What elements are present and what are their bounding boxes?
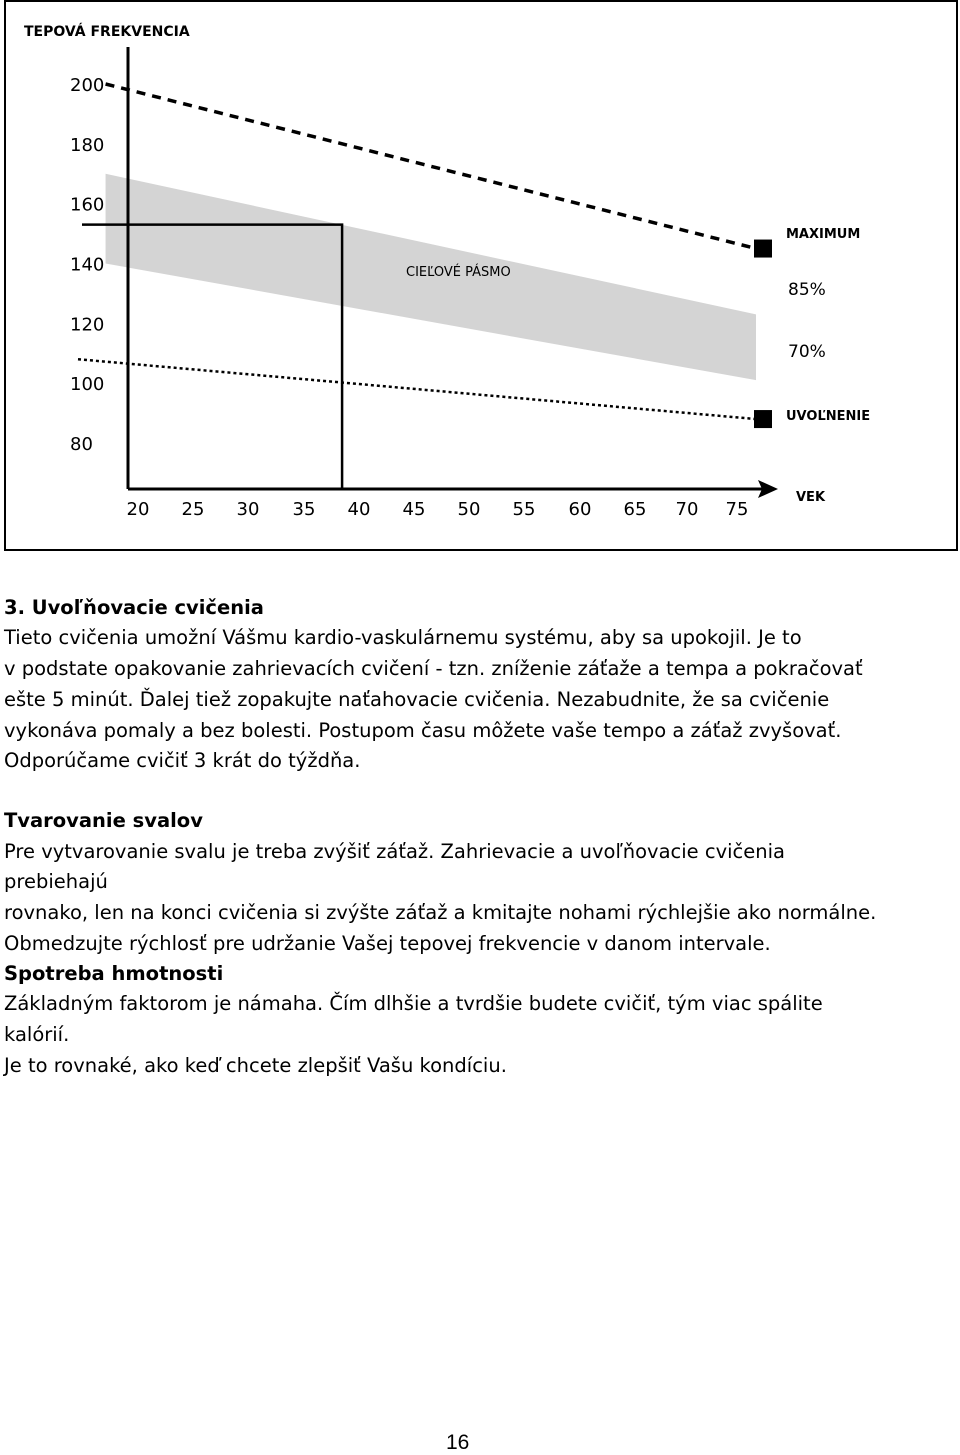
paragraph-line: Tieto cvičenia umožní Vášmu kardio-vaskulárnemu systému, aby sa upokojil. Je to — [4, 626, 802, 649]
y-tick-label: 80 — [70, 434, 93, 455]
x-tick-label: 35 — [292, 499, 316, 520]
paragraph-line: Odporúčame cvičiť 3 krát do týždňa. — [4, 749, 361, 772]
chart-title: TEPOVÁ FREKVENCIA — [24, 24, 190, 40]
paragraph-line: Je to rovnaké, ako keď chcete zlepšiť Vašu kondíciu. — [4, 1054, 507, 1077]
y-tick-label: 160 — [70, 194, 105, 216]
paragraph-line: Obmedzujte rýchlosť pre udržanie Vašej tepovej frekvencie v danom intervale. — [4, 932, 771, 955]
y-tick-label: 140 — [70, 254, 105, 276]
section-title-muscle-shaping: Tvarovanie svalov — [4, 809, 203, 832]
paragraph-line: vykonáva pomaly a bez bolesti. Postupom času môžete vaše tempo a záťaž zvyšovať. — [4, 719, 842, 742]
paragraph-line: v podstate opakovanie zahrievacích cvičení - tzn. zníženie záťaže a tempa a pokračovať — [4, 657, 863, 680]
y-tick-label: 180 — [70, 134, 105, 156]
y-tick-label: 100 — [70, 374, 105, 396]
x-tick-label: 45 — [402, 499, 426, 520]
paragraph-line: rovnako, len na konci cvičenia si zvýšte záťaž a kmitajte nohami rýchlejšie ako normálne. — [4, 901, 877, 924]
paragraph-line: Základným faktorom je námaha. Čím dlhšie a tvrdšie budete cvičiť, tým viac spálite — [4, 992, 823, 1015]
x-tick-label: 75 — [725, 499, 749, 520]
paragraph-line: prebiehajú — [4, 870, 108, 893]
x-tick-label: 60 — [568, 499, 592, 520]
y-tick-label: 200 — [70, 75, 105, 96]
target-zone-label: CIEĽOVÉ PÁSMO — [406, 265, 511, 280]
heart-rate-chart — [4, 0, 958, 551]
paragraph-line: kalórií. — [4, 1023, 70, 1046]
annotation-70-percent: 70% — [788, 342, 826, 362]
x-tick-label: 55 — [512, 499, 536, 520]
x-tick-label: 40 — [347, 499, 371, 520]
x-tick-label: 50 — [457, 499, 481, 520]
paragraph-line: Pre vytvarovanie svalu je treba zvýšiť záťaž. Zahrievacie a uvoľňovacie cvičenia — [4, 840, 785, 863]
section-title-cooldown: 3. Uvoľňovacie cvičenia — [4, 596, 264, 619]
relaxation-marker-square — [754, 410, 772, 428]
x-axis-label: VEK — [796, 490, 826, 505]
x-tick-label: 25 — [181, 499, 205, 520]
x-tick-label: 65 — [623, 499, 647, 520]
maximum-marker-square — [754, 240, 772, 258]
x-tick-label: 30 — [236, 499, 260, 520]
y-tick-label: 120 — [70, 314, 105, 336]
annotation-maximum: MAXIMUM — [786, 227, 861, 242]
series-relaxation-line — [78, 359, 756, 419]
page-number: 16 — [446, 1431, 470, 1454]
x-tick-label: 70 — [675, 499, 699, 520]
chart-canvas — [6, 2, 956, 549]
section-title-weight-loss: Spotreba hmotnosti — [4, 962, 224, 985]
x-tick-label: 20 — [126, 499, 150, 520]
annotation-relaxation: UVOĽNENIE — [786, 409, 871, 424]
annotation-85-percent: 85% — [788, 280, 826, 300]
paragraph-line: ešte 5 minút. Ďalej tiež zopakujte naťahovacie cvičenia. Nezabudnite, že sa cvičenie — [4, 688, 830, 711]
